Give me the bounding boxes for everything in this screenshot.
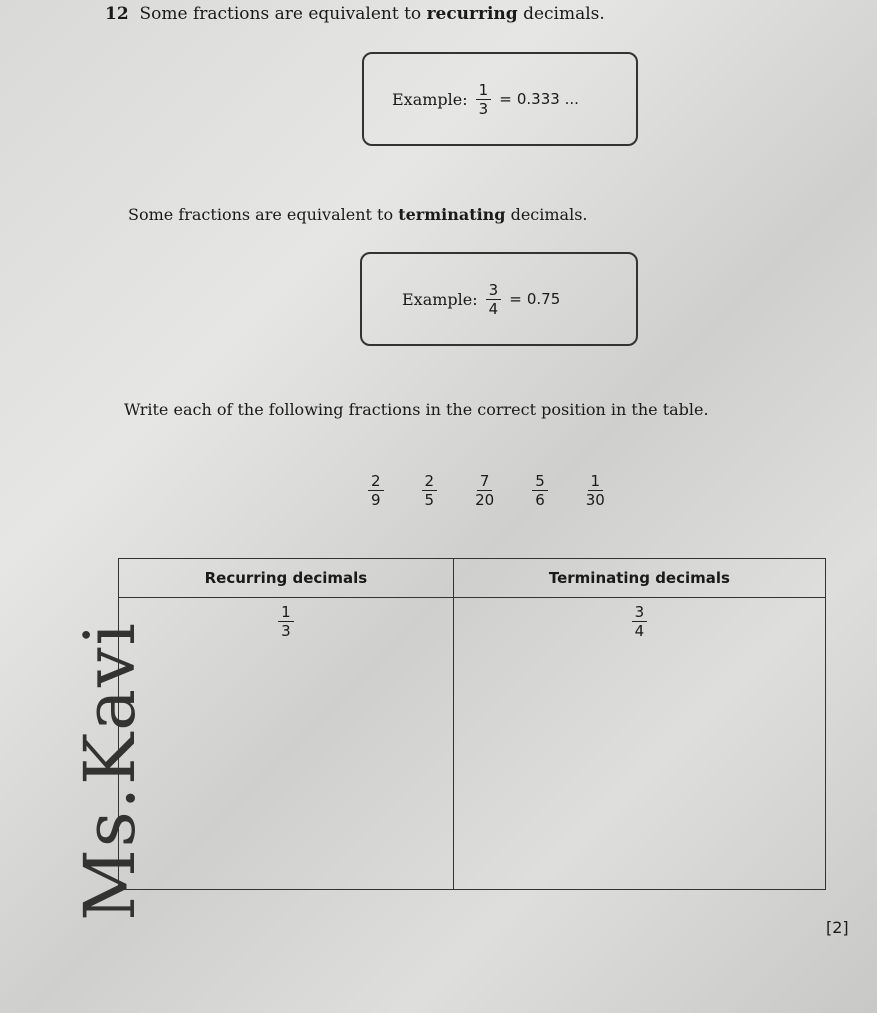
numerator: 1 [476, 81, 492, 100]
marks: [2] [826, 918, 849, 937]
instruction: Write each of the following fractions in the correct position in the table. [124, 400, 709, 419]
table-header-row [119, 559, 826, 598]
question-text [105, 4, 605, 24]
numerator: 2 [368, 472, 384, 491]
numerator: 3 [486, 281, 502, 300]
numerator: 7 [477, 472, 493, 491]
question-post: decimals. [517, 4, 605, 24]
denominator: 3 [281, 622, 291, 640]
denominator: 5 [424, 491, 435, 509]
fraction-item [475, 472, 494, 509]
fraction-list [360, 472, 613, 509]
example-box-terminating [360, 252, 638, 346]
example-label: Example: [392, 89, 468, 109]
fraction [476, 81, 492, 118]
denominator: 20 [475, 491, 495, 509]
decimal-value: 0.333 ... [516, 90, 579, 108]
statement-pre: Some fractions are equivalent to [128, 205, 399, 224]
example-label: Example: [402, 289, 478, 309]
fraction [632, 603, 648, 640]
fraction [486, 281, 502, 318]
denominator: 3 [478, 99, 489, 118]
numerator: 1 [588, 472, 604, 491]
question-number: 12 [105, 4, 129, 24]
numerator: 3 [632, 603, 648, 622]
keyword-terminating: terminating [398, 205, 506, 224]
fraction-item [532, 472, 548, 509]
denominator: 4 [488, 299, 499, 318]
statement-post: decimals. [505, 205, 588, 224]
numerator: 5 [532, 472, 548, 491]
decimal-value: 0.75 [526, 290, 561, 308]
fraction-item [368, 472, 384, 509]
keyword-recurring: recurring [426, 4, 518, 24]
header-recurring: Recurring decimals [119, 559, 454, 598]
denominator: 9 [371, 491, 381, 509]
recurring-cell[interactable] [119, 598, 454, 890]
statement-terminating [128, 205, 587, 224]
question-pre: Some fractions are equivalent to [139, 4, 427, 24]
terminating-cell[interactable] [453, 598, 825, 890]
numerator: 1 [278, 603, 294, 622]
equals-sign: = [509, 290, 522, 308]
answer-table [118, 558, 826, 890]
denominator: 30 [585, 491, 605, 509]
header-terminating: Terminating decimals [453, 559, 825, 598]
equals-sign: = [499, 90, 512, 108]
table-row [119, 598, 826, 890]
fraction-item [586, 472, 605, 509]
fraction-item [422, 472, 438, 509]
example-box-recurring [362, 52, 638, 146]
denominator: 6 [535, 491, 545, 509]
watermark: Ms.Kavi [68, 621, 151, 921]
fraction [278, 603, 294, 640]
numerator: 2 [422, 472, 438, 491]
denominator: 4 [634, 622, 645, 640]
